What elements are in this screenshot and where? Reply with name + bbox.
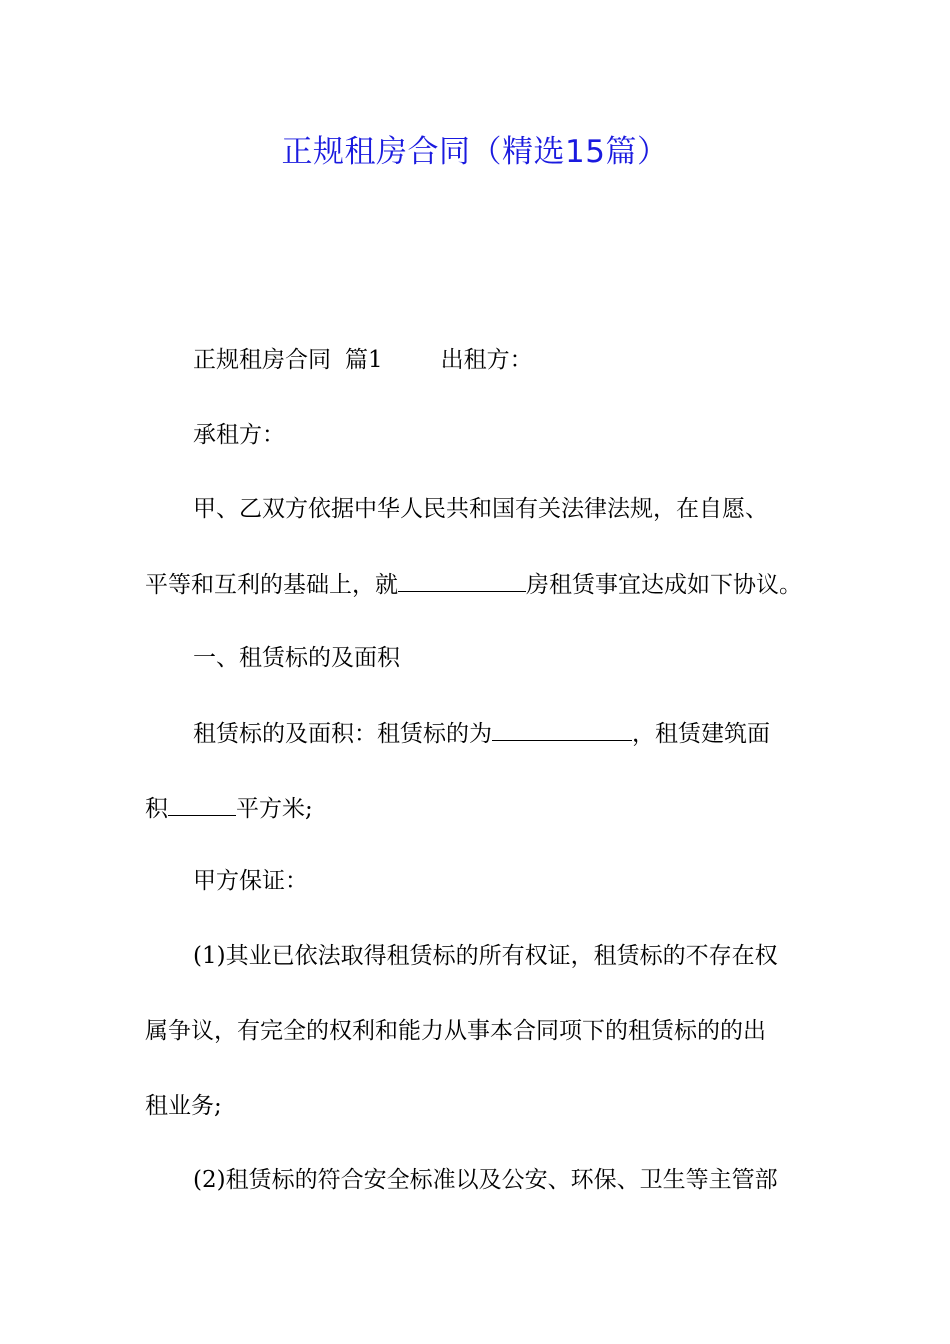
property-blank [398,565,526,592]
article-1-heading-line [193,640,873,676]
area-text-2-end: 平方米; [236,796,313,822]
area-line-1 [193,714,873,752]
lessee-line [193,417,873,453]
item-1-text-3: 租业务; [145,1093,222,1119]
document-title: 正规租房合同（精选15篇） [281,134,669,170]
area-text-1-end: ，租赁建筑面 [632,721,770,747]
item-2-text-1: (2)租赁标的符合安全标准以及公安、环保、卫生等主管部 [193,1167,778,1193]
intro-text-2-end: 房租赁事宜达成如下协议。 [526,572,802,598]
item-1-line-2 [145,1013,825,1049]
area-line-2 [145,789,825,827]
section-heading-line [193,342,873,378]
intro-paragraph-line-2 [145,565,825,603]
lessee-label: 承租方： [193,422,285,448]
intro-paragraph-line-1 [193,491,873,527]
area-text-2-start: 积 [145,796,168,822]
guarantee-heading: 甲方保证： [193,868,308,894]
guarantee-heading-line [193,863,873,899]
item-2-line-1 [193,1162,873,1198]
area-blank [168,789,236,816]
item-1-text-2: 属争议，有完全的权利和能力从事本合同项下的租赁标的的出 [145,1018,766,1044]
section-heading: 正规租房合同 [193,347,331,373]
subject-blank [492,714,632,741]
intro-text-2-start: 平等和互利的基础上，就 [145,572,398,598]
item-1-line-1 [193,938,873,974]
section-number: 篇1 [345,347,383,373]
lessor-label: 出租方： [440,347,533,373]
item-1-line-3 [145,1088,825,1124]
article-1-heading: 一、租赁标的及面积 [193,645,400,671]
item-1-text-1: (1)其业已依法取得租赁标的所有权证，租赁标的不存在权 [193,943,778,969]
intro-text-1: 甲、乙双方依据中华人民共和国有关法律法规，在自愿、 [193,496,768,522]
area-text-1-start: 租赁标的及面积：租赁标的为 [193,721,492,747]
